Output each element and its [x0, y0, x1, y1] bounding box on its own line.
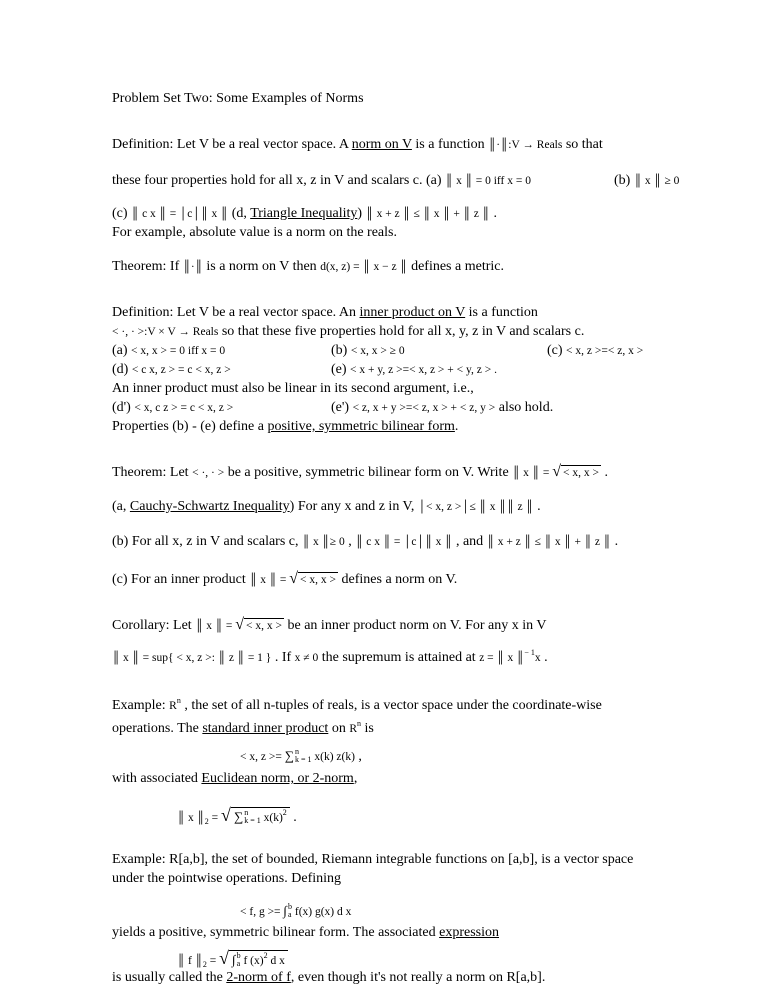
integral-norm-formula: ║ f $║_2$ = √ ∫ b a f $(x)^2$ d x [177, 948, 288, 970]
def-inner-line-2: < ·, · >:V × V → Reals so that these five properties hold for all x, y, z in V and scalars c. [112, 324, 585, 339]
corollary-line-2: ║ x ║ = sup{ < x, z >: ║ z ║ = 1 } . If x ≠ 0 the supremum is attained at z = ║ x ║$^{- 1}$x . [112, 648, 548, 665]
integral-limits: b a [236, 951, 241, 968]
def-norm-line-1: Definition: Let V be a real vector space. A norm on V is a function ║·║:V → Reals so that [112, 137, 603, 152]
sqrt-sign: √ [219, 948, 230, 968]
inner-prop-d-prime: (d') < x, c z > = c < x, z > [112, 400, 234, 415]
summation-symbol: ∑ [284, 748, 294, 763]
thm-cs-line-c: (c) For an inner product ║ x ║ = √ < x, x > defines a norm on V. [112, 570, 458, 587]
ex-rab-line-3: yields a positive, symmetric bilinear form. The associated expression [112, 925, 499, 940]
inner-prop-c: (c) < x, z >=< z, x > [547, 343, 644, 358]
ex-rab-line-1: Example: R[a,b], the set of bounded, Riemann integrable functions on [a,b], is a vector space [112, 852, 634, 867]
summation-symbol: ∑ [233, 809, 244, 824]
page-title: Problem Set Two: Some Examples of Norms [112, 91, 364, 106]
ex-rab-line-4: is usually called the 2-norm of f, even though it's not really a norm on R[a,b]. [112, 970, 546, 985]
term-bilinear-form: positive, symmetric bilinear form [267, 419, 455, 434]
norm-prop-b: ║ x ║ ≥ 0 [633, 175, 680, 187]
norm-map-math: ║·║:V → Reals [488, 139, 563, 151]
integral-limits: b a [287, 902, 292, 919]
inner-prop-b: (b) < x, x > ≥ 0 [331, 343, 405, 358]
integral-symbol: ∫ [232, 952, 236, 967]
thm-cs-line-1: Theorem: Let < ·, · > be a positive, symmetric bilinear form on V. Write ║ x ║ = √ < x, x > . [112, 463, 608, 480]
def-norm-line-2: these four properties hold for all x, z in V and scalars c. (a) ║ x ║ = 0 iff x = 0 [112, 173, 531, 188]
ex-rn-line-2: operations. The standard inner product on $R^n$ is [112, 719, 374, 736]
sqrt-sign: √ [221, 805, 231, 825]
inner-prop-a: (a) < x, x > = 0 iff x = 0 [112, 343, 226, 358]
term-inner-product: inner product on V [359, 305, 466, 320]
sqrt-radicand: < x, x > [300, 574, 337, 586]
thm-cs-line-a: (a, Cauchy-Schwartz Inequality) For any x and z in V, │< x, z >│≤ ║ x ║║ z ║ . [112, 499, 541, 514]
ex-rab-line-2: under the pointwise operations. Defining [112, 871, 342, 886]
sup-formula: ║ x ║ = sup{ < x, z >: ║ z ║ = 1 } [112, 652, 272, 664]
term-2-norm-of-f: 2-norm of f [226, 970, 291, 985]
term-standard-inner-product: standard inner product [202, 721, 329, 736]
euclidean-norm-formula: ║ x $║_2$ = √ ∑ n k = 1 $x(k)^2$ . [177, 805, 297, 826]
ex-rn-line-1: Example: $R^n$ , the set of all n-tuples of reals, is a vector space under the coordinate-wise [112, 696, 602, 713]
def-norm-line-4: For example, absolute value is a norm on the reals. [112, 225, 397, 240]
def-inner-line-1: Definition: Let V be a real vector space. An inner product on V is a function [112, 305, 538, 320]
ex-rn-line-3: with associated Euclidean norm, or 2-norm, [112, 771, 358, 786]
sqrt-radicand: < x, x > [562, 467, 599, 479]
norm-prop-d: ║ x + z ║ ≤ ║ x ║ + ║ z ║ [365, 208, 490, 220]
term-cauchy-schwartz: Cauchy-Schwartz Inequality [129, 499, 290, 514]
thm-metric: Theorem: If ║·║ is a norm on V then d(x, z) = ║ x − z ║ defines a metric. [112, 259, 504, 274]
thm-cs-line-b: (b) For all x, z in V and scalars c, ║ x ║≥ 0 , ║ c x ║ = │c│║ x ║ , and ║ x + z ║ ≤ ║ x ║ + ║ z ║ . [112, 534, 619, 549]
norm-prop-b-wrap: (b) ║ x ║ ≥ 0 [614, 173, 680, 188]
corollary-line-1: Corollary: Let ║ x ║ = √ < x, x > be an inner product norm on V. For any x in V [112, 616, 547, 633]
summation-limits: n k = 1 [294, 747, 312, 764]
integral-symbol: ∫ [283, 903, 287, 918]
sqrt-sign: √ [552, 463, 561, 480]
sqrt-radicand: ∑ n k = 1 $x(k)^2$ [231, 807, 290, 825]
term-norm: norm on V [351, 137, 412, 152]
sqrt-sign: √ [289, 570, 299, 587]
term-expression: expression [439, 925, 499, 940]
inner-linear-text: An inner product must also be linear in its second argument, i.e., [112, 381, 474, 396]
term-triangle-inequality: Triangle Inequality [250, 206, 358, 221]
inner-prop-d: (d) < c x, z > = c < x, z > [112, 362, 231, 377]
sqrt-radicand: < x, x > [246, 620, 282, 632]
inner-prop-e-prime: (e') < z, x + y >=< z, x > + < z, y > also hold. [331, 400, 554, 415]
sqrt-sign: √ [235, 616, 245, 633]
sqrt-radicand: ∫ b a f $(x)^2$ d x [229, 950, 288, 968]
def-norm-line-3: (c) ║ c x ║ = │c│║ x ║ (d, Triangle Inequality) ║ x + z ║ ≤ ║ x ║ + ║ z ║ . [112, 206, 497, 221]
term-euclidean-norm: Euclidean norm, or 2-norm [201, 771, 354, 786]
norm-prop-c: ║ c x ║ = │c│║ x ║ [131, 208, 229, 220]
integral-inner-product-formula: < f, g >= ∫ b a f(x) g(x) d x [240, 902, 352, 919]
inner-prop-e: (e) < x + y, z >=< x, z > + < y, z > . [331, 362, 497, 377]
bilinear-form-line: Properties (b) - (e) define a positive, symmetric bilinear form. [112, 419, 459, 434]
standard-inner-product-formula: < x, z >= ∑ n k = 1 x(k) z(k) , [240, 747, 362, 764]
summation-limits: n k = 1 [244, 808, 261, 825]
norm-prop-a: ║ x ║ = 0 iff x = 0 [445, 175, 531, 187]
metric-formula: d(x, z) = ║ x − z ║ [320, 261, 408, 273]
